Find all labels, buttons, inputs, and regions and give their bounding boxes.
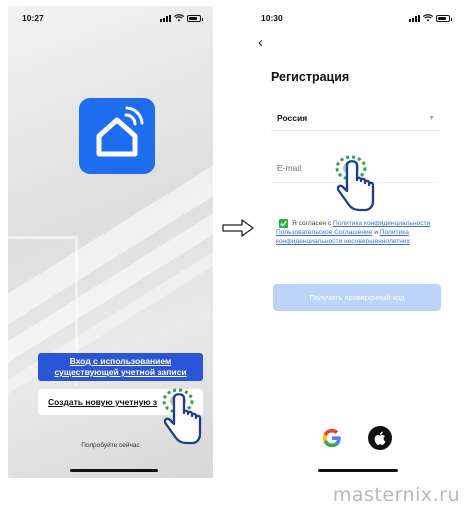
apple-icon[interactable] (368, 426, 392, 450)
hand-pointer-icon (333, 153, 377, 215)
page-title: Регистрация (271, 70, 350, 84)
consent-checkbox[interactable] (279, 219, 288, 228)
welcome-screen (8, 6, 213, 478)
user-agreement-link[interactable]: Пользовательское Соглашение (276, 229, 373, 237)
wifi-icon (423, 14, 433, 22)
status-time: 10:30 (261, 13, 283, 23)
home-indicator (70, 469, 158, 472)
signal-icon (160, 15, 171, 22)
caret-down-icon: ▼ (428, 114, 435, 122)
checkmark-icon (279, 219, 288, 228)
registration-screen (255, 6, 460, 478)
consent-and: и (372, 229, 380, 237)
login-button-line2: существующей учетной записи (54, 367, 187, 377)
consent-prefix: Я согласен с (292, 220, 333, 227)
minors-privacy-policy-link[interactable]: Политика конфиденциальности несовершеннолетних (276, 229, 410, 246)
login-existing-account-button[interactable] (38, 353, 203, 381)
status-icons (160, 14, 201, 22)
consent-text (276, 219, 444, 247)
create-account-label: Создать новую учетную з (48, 397, 158, 407)
try-now-link[interactable]: Попробуйте сейчас (81, 442, 140, 449)
status-bar (8, 11, 213, 25)
country-value: Россия (277, 113, 308, 123)
status-time: 10:27 (22, 13, 44, 23)
divider (271, 130, 439, 131)
privacy-policy-link[interactable]: Политика конфиденциальности (332, 220, 431, 227)
status-bar (255, 11, 460, 25)
status-icons (409, 14, 450, 22)
hand-pointer-icon (160, 386, 204, 448)
home-indicator (318, 469, 398, 472)
chevron-left-icon[interactable]: ‹ (258, 34, 263, 51)
country-select[interactable] (277, 110, 435, 126)
battery-icon (187, 15, 201, 22)
signal-icon (409, 15, 420, 22)
login-button-line1: Вход с использованием (69, 356, 172, 366)
watermark: masternix.ru (332, 484, 460, 506)
wifi-icon (174, 14, 184, 22)
get-verification-code-button[interactable]: Получить проверочный код (273, 284, 441, 311)
smart-home-icon (79, 98, 155, 174)
battery-icon (436, 15, 450, 22)
google-icon[interactable] (321, 427, 343, 449)
arrow-right-icon (222, 219, 254, 237)
